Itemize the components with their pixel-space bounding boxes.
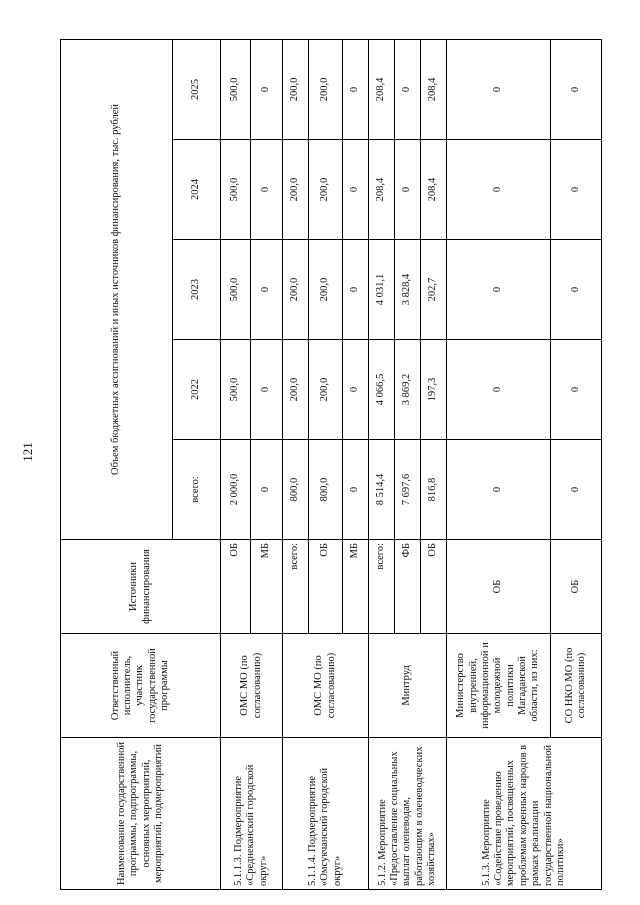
value-2024: 0	[251, 140, 283, 240]
row-source: ОБ	[551, 540, 602, 634]
header-name: Наименование государственной программы, подпрограммы, основных мероприятий, мероприятий, подмероприятий	[61, 738, 221, 890]
value-2025: 208,4	[421, 39, 447, 139]
value-2023: 0	[343, 240, 369, 340]
value-2024: 200,0	[283, 140, 309, 240]
row-responsible: ОМС МО (по согласованию)	[221, 634, 283, 738]
value-2024: 0	[447, 140, 551, 240]
value-2022: 500,0	[221, 340, 251, 440]
row-responsible: Минтруд	[369, 634, 447, 738]
value-2022: 0	[447, 340, 551, 440]
value-2022: 0	[551, 340, 602, 440]
value-total: 0	[251, 440, 283, 540]
value-2022: 0	[251, 340, 283, 440]
row-source: ОБ	[447, 540, 551, 634]
value-2024: 200,0	[309, 140, 343, 240]
row-name: 5.1.2. Мероприятие «Предоставление социальных выплат оленеводам, работающим в оленеводческих хозяйствах»	[369, 738, 447, 890]
value-2025: 200,0	[309, 39, 343, 139]
row-source: ОБ	[421, 540, 447, 634]
table-row	[447, 39, 551, 889]
row-source: МБ	[251, 540, 283, 634]
value-2024: 0	[395, 140, 421, 240]
header-responsible: Ответственный исполнитель, участник государственной программы	[61, 634, 221, 738]
value-total: 800,0	[309, 440, 343, 540]
value-2022: 0	[343, 340, 369, 440]
row-name: 5.1.1.4. Подмероприятие «Омсукчанский городской округ»	[283, 738, 369, 890]
value-2025: 0	[395, 39, 421, 139]
value-2025: 0	[343, 39, 369, 139]
row-name: 5.1.3. Мероприятие «Содействие проведению мероприятий, посвященных проблемам коренных народов в рамках реализации государственной национальной политики»	[447, 738, 602, 890]
value-2024: 500,0	[221, 140, 251, 240]
value-2023: 200,0	[283, 240, 309, 340]
value-total: 2 000,0	[221, 440, 251, 540]
row-source: МБ	[343, 540, 369, 634]
value-total: 0	[343, 440, 369, 540]
value-2025: 208,4	[369, 39, 395, 139]
value-2022: 4 066,5	[369, 340, 395, 440]
value-total: 0	[551, 440, 602, 540]
value-total: 8 514,4	[369, 440, 395, 540]
row-source: ФБ	[395, 540, 421, 634]
header-year-2023: 2023	[173, 240, 221, 340]
value-total: 7 697,6	[395, 440, 421, 540]
row-responsible: СО НКО МО (по согласованию)	[551, 634, 602, 738]
value-2023: 0	[251, 240, 283, 340]
header-source: Источники финансирования	[61, 540, 221, 634]
table-row	[369, 39, 395, 889]
header-total: всего:	[173, 440, 221, 540]
value-total: 0	[447, 440, 551, 540]
value-total: 816,8	[421, 440, 447, 540]
budget-table	[60, 39, 602, 890]
value-2023: 3 828,4	[395, 240, 421, 340]
header-year-2022: 2022	[173, 340, 221, 440]
value-2023: 202,7	[421, 240, 447, 340]
value-2024: 0	[551, 140, 602, 240]
value-2024: 208,4	[421, 140, 447, 240]
header-year-2025: 2025	[173, 39, 221, 139]
value-2022: 200,0	[283, 340, 309, 440]
document-sheet	[60, 40, 601, 890]
value-2022: 197,3	[421, 340, 447, 440]
row-name: 5.1.1.3. Подмероприятие «Среднеканский городской округ»	[221, 738, 283, 890]
value-2025: 0	[551, 39, 602, 139]
table-row	[221, 39, 251, 889]
value-2023: 0	[551, 240, 602, 340]
row-responsible: ОМС МО (по согласованию)	[283, 634, 369, 738]
header-year-2024: 2024	[173, 140, 221, 240]
value-2023: 200,0	[309, 240, 343, 340]
value-2025: 200,0	[283, 39, 309, 139]
value-2022: 200,0	[309, 340, 343, 440]
value-2023: 500,0	[221, 240, 251, 340]
value-2025: 0	[447, 39, 551, 139]
value-2025: 0	[251, 39, 283, 139]
header-volume: Объем бюджетных ассигнований и иных источников финансирования, тыс. рублей	[61, 39, 173, 539]
value-2024: 208,4	[369, 140, 395, 240]
row-source: всего:	[283, 540, 309, 634]
row-responsible: Министерство внутренней, информационной и молодежной политики Магаданской области, из них:	[447, 634, 551, 738]
rotated-table-container	[60, 40, 601, 890]
row-source: ОБ	[309, 540, 343, 634]
row-source: ОБ	[221, 540, 251, 634]
table-row	[283, 39, 309, 889]
value-2022: 3 869,2	[395, 340, 421, 440]
value-total: 800,0	[283, 440, 309, 540]
value-2023: 0	[447, 240, 551, 340]
value-2024: 0	[343, 140, 369, 240]
page-number: 121	[20, 442, 35, 462]
row-source: всего:	[369, 540, 395, 634]
value-2025: 500,0	[221, 39, 251, 139]
value-2023: 4 031,1	[369, 240, 395, 340]
